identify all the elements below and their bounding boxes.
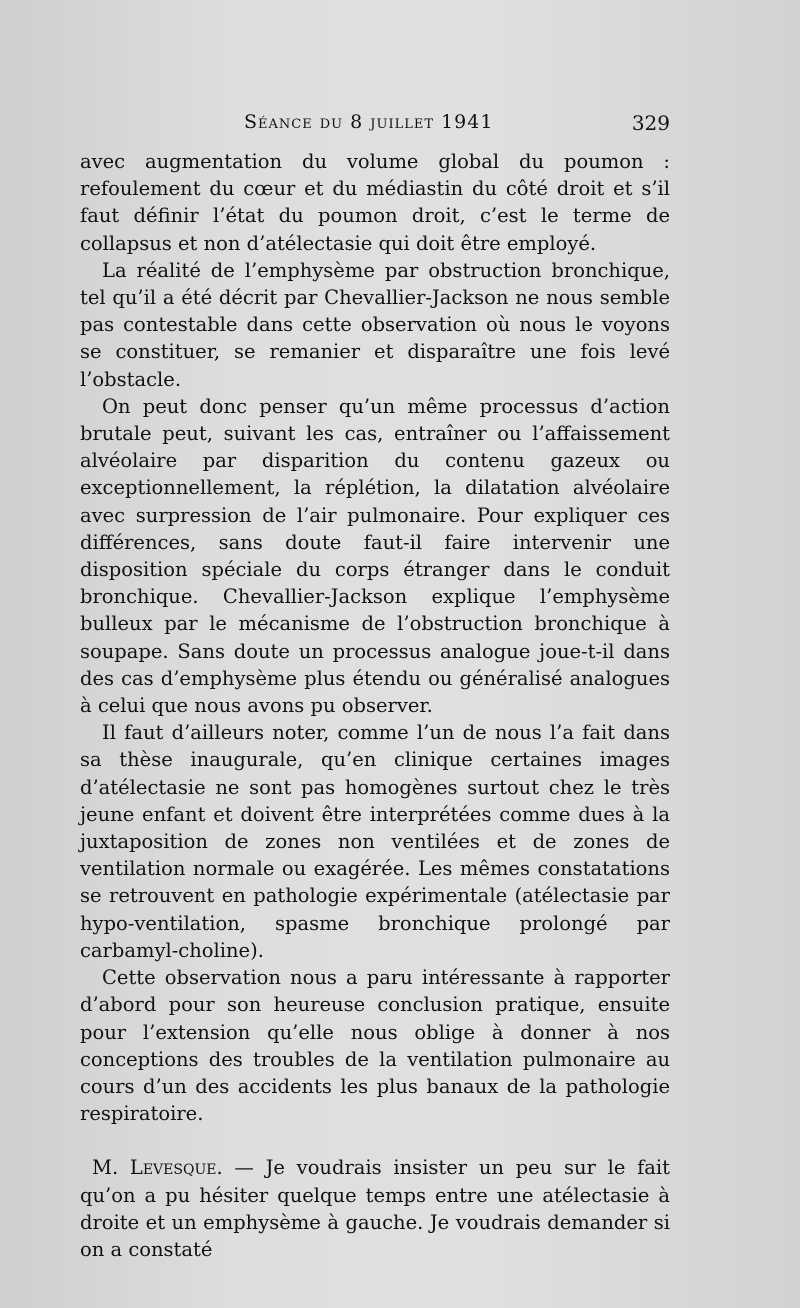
intervention-paragraph [80, 1154, 670, 1263]
paragraph: On peut donc penser qu’un même processus d’action brutale peut, suivant les cas, entraîner ou l’affaissement alvéolaire par disparition du contenu gazeux ou exceptionnellement, la réplétion, la dilatation alvéolaire avec surpression de l’air pulmonaire. Pour expliquer ces différences, sans doute faut-il faire intervenir une disposition spéciale du corps étranger dans le conduit bronchique. Chevallier-Jackson explique l’emphysème bulleux par le mécanisme de l’obstruction bronchique à soupape. Sans doute un processus analogue joue-t-il dans des cas d’emphysème plus étendu ou généralisé analogues à celui que nous avons pu observer. [80, 394, 670, 718]
paragraph: Cette observation nous a paru intéressante à rapporter d’abord pour son heureuse conclusion pratique, ensuite pour l’extension qu’elle nous oblige à donner à nos conceptions des troubles de la ventilation pulmonaire au cours d’un des accidents les plus banaux de la pathologie respiratoire. [80, 966, 670, 1126]
intervention-text: — Je voudrais insister un peu sur le fait qu’on a pu hésiter quelque temps entre une atélectasie à droite et un emphysème à gauche. Je voudrais demander si on a constaté [80, 1156, 670, 1261]
speaker-name: M. Levesque. [92, 1156, 223, 1180]
page-header [80, 103, 670, 143]
paragraph-continuation: avec augmentation du volume global du poumon : refoulement du cœur et du médiastin du côté droit et s’il faut définir l’état du poumon droit, c’est le terme de collapsus et non d’atélectasie qui doit être employé. [80, 150, 670, 255]
body-text [80, 148, 670, 1263]
running-title: Séance du 8 juillet 1941 [244, 111, 494, 133]
page-number: 329 [631, 111, 670, 135]
paragraph: Il faut d’ailleurs noter, comme l’un de nous l’a fait dans sa thèse inaugurale, qu’en clinique certaines images d’atélectasie ne sont pas homogènes surtout chez le très jeune enfant et doivent être interprétées comme dues à la juxtaposition de zones non ventilées et de zones de ventilation normale ou exagérée. Les mêmes constatations se retrouvent en pathologie expérimentale (atélectasie par hypo-ventilation, spasme bronchique prolongé par carbamyl-choline). [80, 721, 670, 962]
paragraph: La réalité de l’emphysème par obstruction bronchique, tel qu’il a été décrit par Chevallier-Jackson ne nous semble pas contestable dans cette observation où nous le voyons se constituer, se remanier et disparaître une fois levé l’obstacle. [80, 258, 670, 391]
